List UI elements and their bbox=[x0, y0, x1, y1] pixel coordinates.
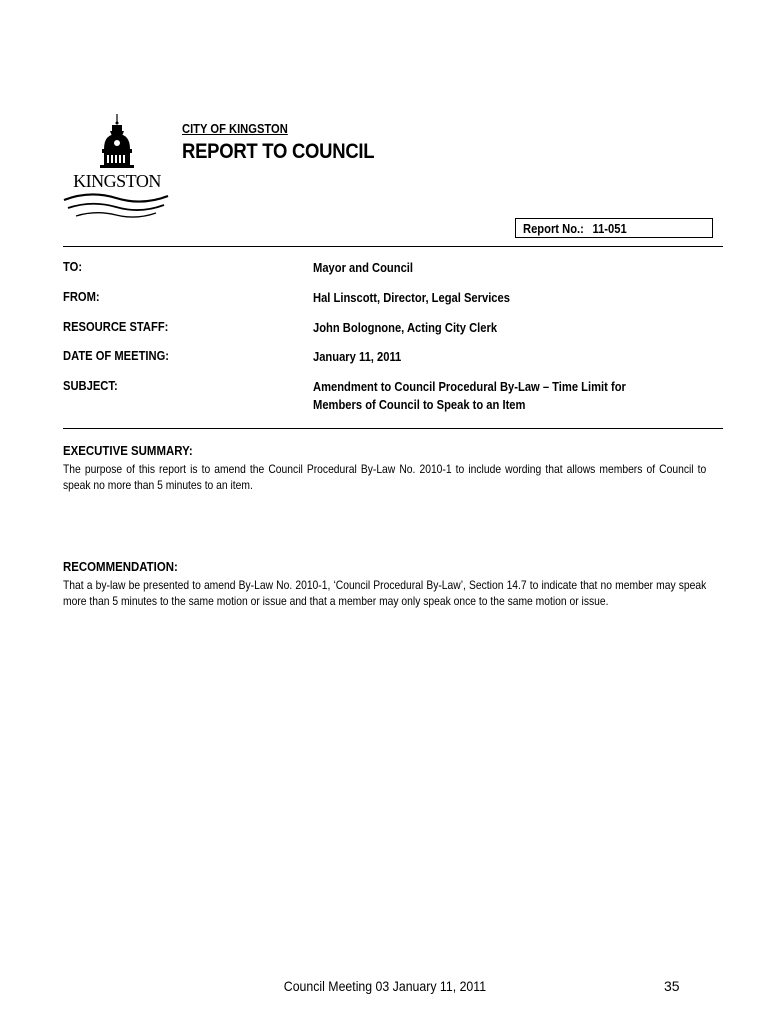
date-of-meeting-label: DATE OF MEETING: bbox=[63, 348, 170, 363]
report-number-value: 11-051 bbox=[592, 221, 627, 236]
organization-name: CITY OF KINGSTON bbox=[182, 121, 288, 136]
resource-staff-label: RESOURCE STAFF: bbox=[63, 319, 169, 334]
subject-line-2: Members of Council to Speak to an Item bbox=[313, 397, 526, 412]
header-divider bbox=[63, 246, 723, 247]
page-title: REPORT TO COUNCIL bbox=[182, 140, 375, 163]
to-label: TO: bbox=[63, 259, 83, 274]
date-of-meeting-value: January 11, 2011 bbox=[313, 349, 402, 364]
from-label: FROM: bbox=[63, 289, 100, 304]
page-number: 35 bbox=[664, 978, 680, 994]
city-of-kingston-logo bbox=[60, 112, 175, 222]
meta-divider bbox=[63, 428, 723, 429]
subject-label: SUBJECT: bbox=[63, 378, 118, 393]
executive-summary-heading: EXECUTIVE SUMMARY: bbox=[63, 443, 193, 458]
footer-meeting: Council Meeting 03 January 11, 2011 bbox=[283, 978, 487, 994]
logo-wordmark: KINGSTON bbox=[73, 171, 161, 191]
recommendation-body: That a by-law be presented to amend By-Law No. 2010-1, ‘Council Procedural By-Law’, Section 14.7 to indicate that no member may speak more than 5 minutes to the same motion or issue and that a member may only speak once to the same motion or issue. bbox=[63, 578, 707, 608]
from-value: Hal Linscott, Director, Legal Services bbox=[313, 290, 510, 305]
report-number-label: Report No.: bbox=[523, 221, 584, 236]
executive-summary-body: The purpose of this report is to amend the Council Procedural By-Law No. 2010-1 to include wording that allows members of Council to speak no more than 5 minutes to an item. bbox=[63, 462, 707, 492]
recommendation-heading: RECOMMENDATION: bbox=[63, 559, 178, 574]
resource-staff-value: John Bolognone, Acting City Clerk bbox=[313, 320, 498, 335]
to-value: Mayor and Council bbox=[313, 260, 414, 275]
subject-value bbox=[313, 378, 626, 414]
subject-line-1: Amendment to Council Procedural By-Law – Time Limit for bbox=[313, 379, 626, 394]
report-number-box bbox=[515, 218, 713, 238]
